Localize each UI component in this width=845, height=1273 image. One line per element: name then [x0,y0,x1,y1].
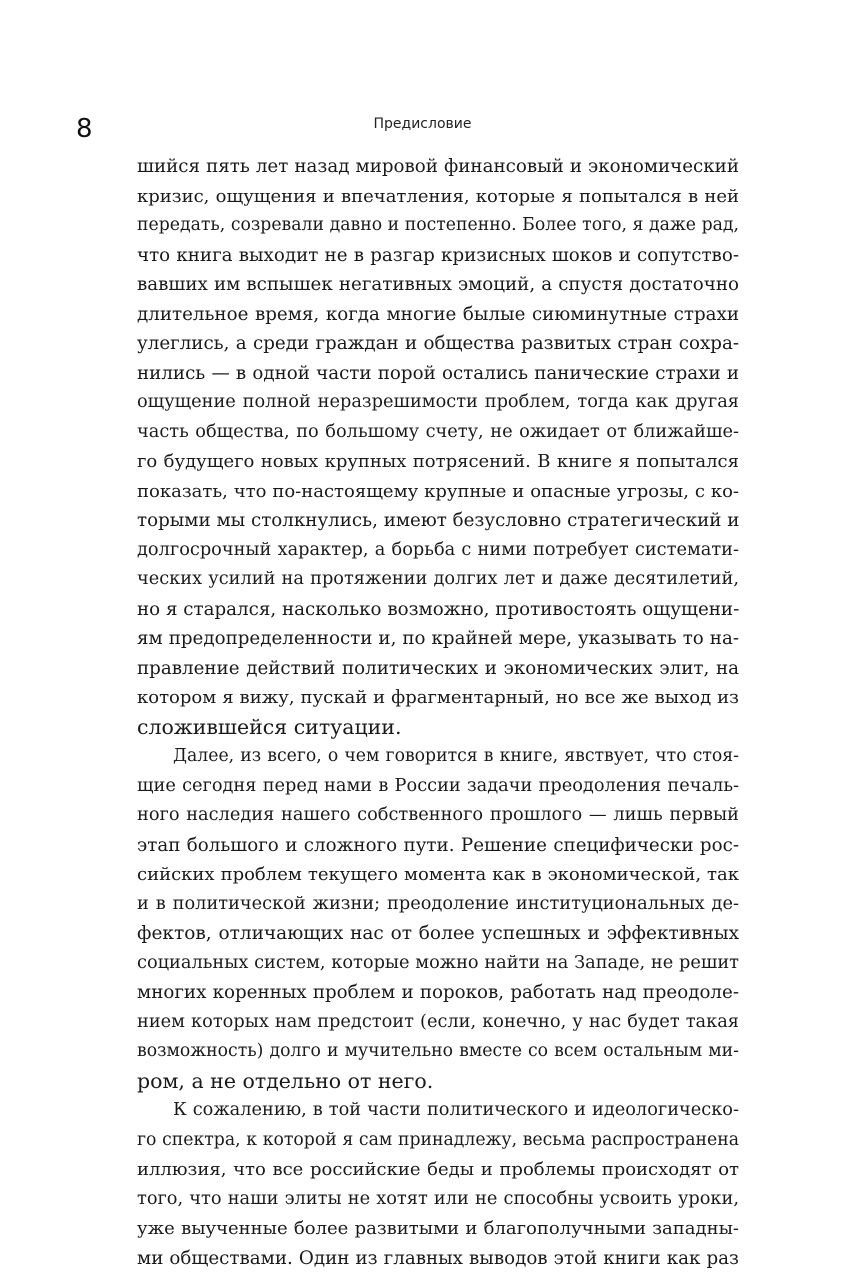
running-head: Предисловие [0,115,845,133]
paragraph-1 [137,152,739,742]
text-line: ям предопределенности и, по крайней мере, указывать то на- [137,624,739,654]
text-line: котором я вижу, пускай и фрагментарный, но все же выход из [137,683,739,713]
page-number: 8 [76,114,93,144]
text-line: но я старался, насколько возможно, противостоять ощущени- [137,595,739,625]
text-line: уже выученные более развитыми и благополучными западны- [137,1214,739,1244]
text-line: сийских проблем текущего момента как в экономической, так [137,860,739,890]
text-line: ощущение полной неразрешимости проблем, тогда как другая [137,388,739,418]
text-line: кризис, ощущения и впечатления, которые я попытался в ней [137,182,739,212]
text-line: передать, созревали давно и постепенно. Более того, я даже рад, [137,211,739,241]
text-line: улеглись, а среди граждан и общества развитых стран сохра- [137,329,739,359]
text-line: шийся пять лет назад мировой финансовый и экономический [137,152,739,182]
text-line: возможность) долго и мучительно вместе со всем остальным ми- [137,1037,739,1067]
text-line: щие сегодня перед нами в России задачи преодоления печаль- [137,772,739,802]
text-line: вавших им вспышек негативных эмоций, а спустя достаточно [137,270,739,300]
text-line: и в политической жизни; преодоление институциональных де- [137,890,739,920]
text-line: К сожалению, в той части политического и идеологическо- [137,1096,739,1126]
text-line: того, что наши элиты не хотят или не способны усвоить уроки, [137,1185,739,1215]
text-line: показать, что по-настоящему крупные и опасные угрозы, с ко- [137,477,739,507]
text-line: нием которых нам предстоит (если, конечно, у нас будет такая [137,1008,739,1038]
text-line: часть общества, по большому счету, не ожидает от ближайше- [137,418,739,448]
text-line: ного наследия нашего собственного прошлого — лишь первый [137,801,739,831]
text-line: сложившейся ситуации. [137,713,739,743]
paragraph-3 [137,1096,739,1273]
text-line: социальных систем, которые можно найти на Западе, не решит [137,949,739,979]
text-line: иллюзия, что все российские беды и проблемы происходят от [137,1155,739,1185]
text-line: го будущего новых крупных потрясений. В книге я попытался [137,447,739,477]
text-line: ческих усилий на протяжении долгих лет и даже десятилетий, [137,565,739,595]
text-line: нились — в одной части порой остались панические страхи и [137,359,739,389]
text-line: ми обществами. Один из главных выводов этой книги как раз [137,1244,739,1273]
body-text [137,152,739,1273]
text-line: го спектра, к которой я сам принадлежу, весьма распространена [137,1126,739,1156]
text-line: долгосрочный характер, а борьба с ними потребует системати- [137,536,739,566]
text-line: что книга выходит не в разгар кризисных шоков и сопутство- [137,241,739,271]
paragraph-2 [137,742,739,1096]
text-line: ром, а не отдельно от него. [137,1067,739,1097]
text-line: Далее, из всего, о чем говорится в книге, явствует, что стоя- [137,742,739,772]
text-line: правление действий политических и экономических элит, на [137,654,739,684]
text-line: многих коренных проблем и пороков, работать над преодоле- [137,978,739,1008]
text-line: фектов, отличающих нас от более успешных и эффективных [137,919,739,949]
text-line: торыми мы столкнулись, имеют безусловно стратегический и [137,506,739,536]
text-line: длительное время, когда многие былые сиюминутные страхи [137,300,739,330]
text-line: этап большого и сложного пути. Решение специфически рос- [137,831,739,861]
